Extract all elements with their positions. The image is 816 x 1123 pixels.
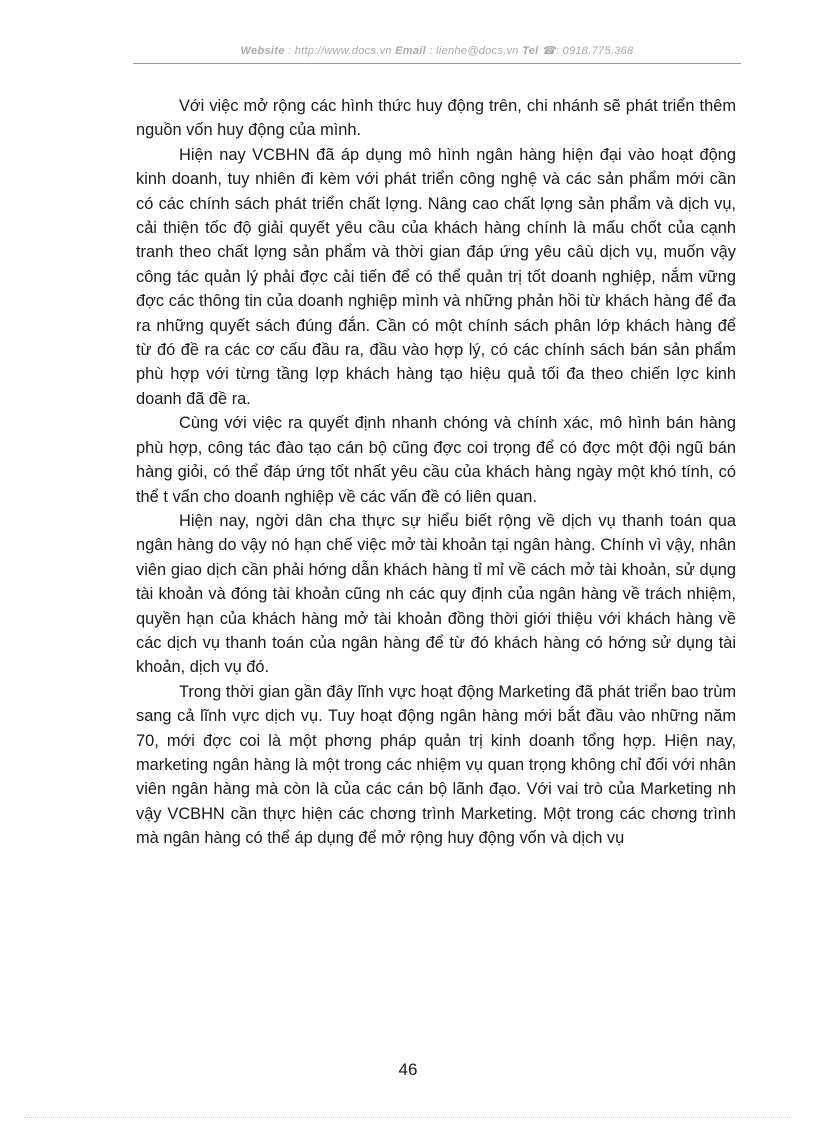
paragraph: Với việc mở rộng các hình thức huy động trên, chi nhánh sẽ phát triển thêm nguồn vốn huy động của mình.: [136, 97, 736, 140]
page-number: 46: [398, 1060, 418, 1079]
paragraph: Hiện nay, ngời dân cha thực sự hiểu biết rộng về dịch vụ thanh toán qua ngân hàng do vậy nó hạn chế việc mở tài khoản tại ngân hàng. Chính vì vậy, nhân viên giao dịch cần phải hớng dẫn khách hàng tỉ mỉ về cách mở tài khoản, sử dụng tài khoản và đóng tài khoản cũng nh các quy định của ngân hàng về trách nhiệm, quyền hạn của khách hàng mở tài khoản đồng thời giới thiệu với khách hàng về các dịch vụ thanh toán của ngân hàng để từ đó khách hàng có hớng sử dụng tài khoản, dịch vụ đó.: [136, 511, 736, 677]
email-value: : lienhe@docs.vn: [426, 45, 523, 57]
page-header: [133, 44, 741, 57]
footer-divider: [24, 1117, 792, 1118]
website-label: Website: [240, 45, 285, 57]
tel-value: : 0918.775.368: [555, 45, 634, 57]
website-value: : http://www.docs.vn: [284, 45, 396, 57]
phone-icon: ☎: [541, 45, 556, 57]
tel-label: Tel: [522, 45, 539, 57]
paragraph: Trong thời gian gần đây lĩnh vực hoạt động Marketing đã phát triển bao trùm sang cả lĩnh vực dịch vụ. Tuy hoạt động ngân hàng mới bắt đầu vào những năm 70, mới đợc coi là một phơng pháp quản trị kinh doanh tổng hợp. Hiện nay, marketing ngân hàng là một trong các nhiệm vụ quan trọng không chỉ đối với nhân viên ngân hàng mà còn là của các cán bộ lãnh đạo. Với vai trò của Marketing nh vậy VCBHN cần thực hiện các chơng trình Marketing. Một trong các chơng trình mà ngân hàng có thể áp dụng để mở rộng huy động vốn và dịch vụ: [136, 682, 736, 848]
body-text: [136, 94, 736, 851]
paragraph: Hiện nay VCBHN đã áp dụng mô hình ngân hàng hiện đại vào hoạt động kinh doanh, tuy nhiên đi kèm với phát triển công nghệ và các sản phẩm mới cần có các chính sách phát triển chất lợng. Nâng cao chất lợng sản phẩm và dịch vụ, cải thiện tốc độ giải quyết yêu cầu của khách hàng chính là mấu chốt của cạnh tranh theo chất lợng sản phẩm và thời gian đáp ứng yêu câù dịch vụ, muốn vậy công tác quản lý phải đợc cải tiến để có thể quản trị tốt doanh nghiệp, nắm vững đợc các thông tin của doanh nghiệp mình và những phản hồi từ khách hàng để đa ra những quyết sách đúng đắn. Cần có một chính sách phân lớp khách hàng để từ đó đề ra các cơ cấu đầu ra, đầu vào hợp lý, có các chính sách bán sản phẩm phù hợp với từng tầng lợp khách hàng tạo hiệu quả tối đa theo chiến lợc kinh doanh đã đề ra.: [136, 145, 736, 408]
paragraph: Cùng với việc ra quyết định nhanh chóng và chính xác, mô hình bán hàng phù hợp, công tác đào tạo cán bộ cũng đợc coi trọng để có đợc một đội ngũ bán hàng giỏi, có thể đáp ứng tốt nhất yêu cầu của khách hàng ngày một khó tính, có thể t vấn cho doanh nghiệp về các vấn đề có liên quan.: [136, 414, 736, 506]
email-label: Email: [395, 45, 427, 57]
header-divider: [133, 63, 741, 64]
